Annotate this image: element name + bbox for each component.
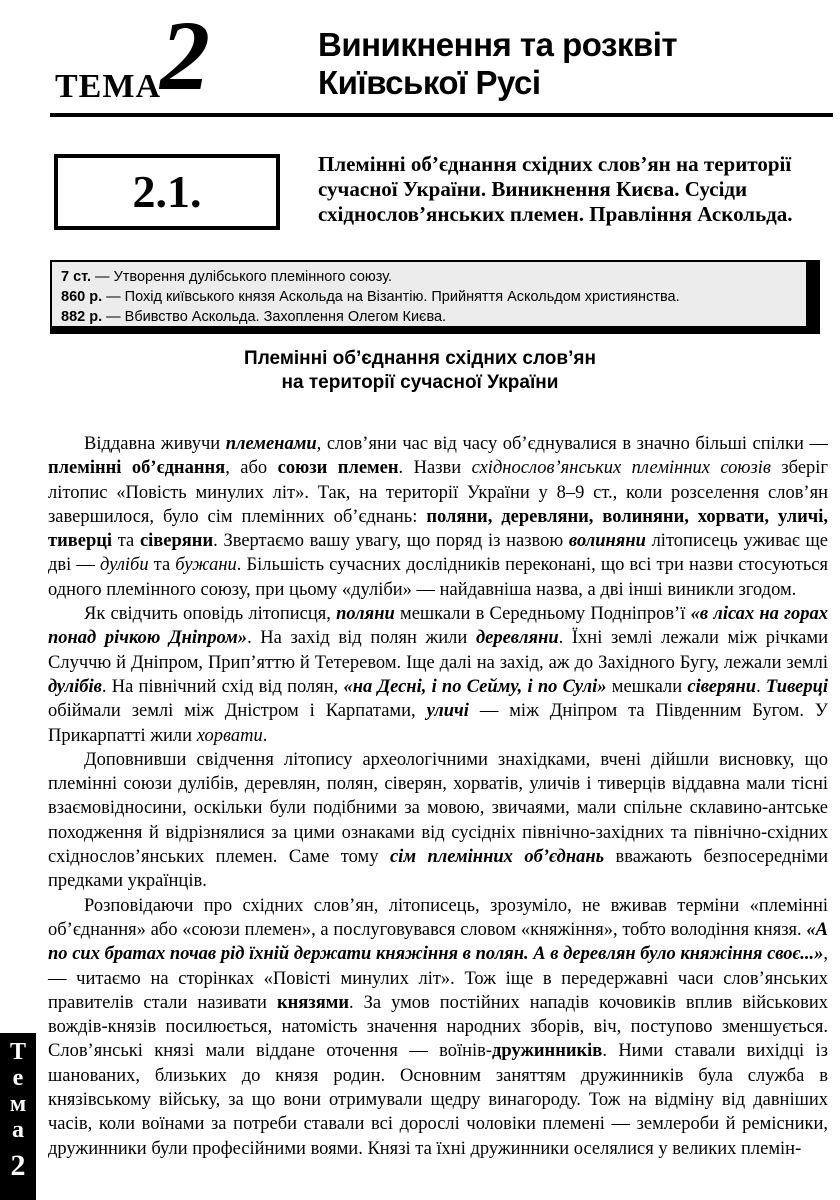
date-entry bbox=[61, 307, 806, 327]
text-run: Тиверці bbox=[765, 676, 828, 697]
chapter-title bbox=[318, 26, 677, 102]
text-run: дуліби bbox=[99, 555, 149, 576]
header-divider bbox=[50, 113, 833, 117]
text-run: мешкали bbox=[606, 676, 688, 697]
text-run: деревляни bbox=[475, 628, 559, 649]
text-run: волиняни bbox=[568, 531, 646, 552]
text-run: Розповідаючи про східних слов’ян, літописець, зрозуміло, не вживав терміни «племінні об’єднання» або «союзи племен», а послуговувався словом «княжіння», тобто володіння князя. bbox=[48, 895, 828, 940]
section-title: Племінні об’єднання східних слов’ян на території сучасної України. Виникнення Києва. Сусіди східнослов’янських племен. Правління Аскольда. bbox=[318, 152, 793, 226]
paragraph bbox=[48, 432, 828, 602]
text-run: дулібів bbox=[48, 676, 102, 697]
text-run: східнослов’янських племінних союзів bbox=[471, 458, 771, 479]
subsection-heading-line: на території сучасної України bbox=[281, 372, 559, 393]
text-run: , або bbox=[225, 458, 278, 479]
text-run: . bbox=[756, 676, 766, 697]
side-tab-letter: Т bbox=[9, 1039, 26, 1065]
chapter-title-line: Київської Русі bbox=[318, 64, 541, 101]
text-run: . Назви bbox=[398, 458, 472, 479]
paragraph bbox=[48, 894, 828, 1161]
text-run: . bbox=[262, 725, 268, 746]
subsection-heading bbox=[60, 347, 780, 395]
chapter-label: ТЕМА bbox=[55, 68, 161, 105]
date-event: — Утворення дулібського племінного союзу. bbox=[95, 269, 393, 285]
text-run: . Ними ставали вихідці із шанованих, близьких до князя родин. Основним заняттям дружинників була служба в князівському війську, за що вони отримували щедру винагороду. Тож на відміну від давніших часів, коли воїнами за потреби ставали всі дорослі чоловіки племені — землероби й ремісники, дружинники були професійними воями. Князі та їхні дружинники оселялися у великих племін- bbox=[48, 1041, 828, 1159]
date-event: — Вбивство Аскольда. Захоплення Олегом Києва. bbox=[106, 309, 447, 325]
date-entry bbox=[61, 267, 806, 287]
text-run: Як свідчить оповідь літописця, bbox=[84, 604, 337, 625]
text-run: поляни, деревляни, волиняни, хорвати, уличі, тиверці bbox=[48, 506, 828, 552]
chapter-title-line: Виникнення та розквіт bbox=[318, 26, 678, 63]
text-run: уличі bbox=[426, 701, 469, 722]
date-entry bbox=[61, 287, 806, 307]
text-run: . На захід від полян жили bbox=[247, 628, 476, 649]
text-run: сім племінних об’єднань bbox=[389, 847, 605, 868]
text-run: бужани bbox=[175, 555, 237, 576]
text-run: зберіг літопис «Повість минулих літ». Так, на території України у 8–9 ст., коли розселення слов’ян завершилося, було сім племінних об’єднань: bbox=[48, 458, 829, 527]
text-run: , — читаємо на сторінках «Повісті минулих літ». Тож іще в передержавні часи слов’янських правителів стали називати bbox=[48, 944, 828, 1013]
text-run: . За умов постійних нападів кочовиків вплив військових вождів-князів посилюється, натомість значення народних зборів, віч, поступово зменшується. Слов’янські князі мали віддане оточення — воїнів- bbox=[48, 992, 828, 1062]
side-tab-letter: 2 bbox=[10, 1149, 26, 1182]
text-run: Доповнивши свідчення літопису археологічними знахідками, вчені дійшли висновку, що племінні союзи дулібів, деревлян, полян, сіверян, хорватів, уличів і тиверців віддавна мали тісні взаємовідносини, оскільки були подібними за мовою, звичаями, мали спільне склавино-антське походження й відрізнялися за цими ознаками від сусідніх північно-західних та північно-східних східнослов’янських племен. Саме тому bbox=[48, 749, 828, 868]
text-run: . Звертаємо вашу увагу, що поряд із назвою bbox=[213, 531, 569, 552]
side-tab-letter: е bbox=[12, 1065, 24, 1091]
text-run: «на Десні, і по Сейму, і по Сулі» bbox=[343, 676, 607, 697]
text-run: поляни bbox=[336, 604, 395, 625]
text-run: . Більшість сучасних дослідників переконані, що всі три назви стосуються одного племінного союзу, при цьому «дуліби» — найдавніша назва, а дві інші виникли згодом. bbox=[48, 555, 828, 600]
text-run: сіверяни bbox=[139, 531, 214, 552]
text-run: Віддавна живучи bbox=[84, 434, 226, 454]
side-tab-letter: а bbox=[12, 1117, 24, 1143]
text-run: . Їхні землі лежали між річками Случчю й Дніпром, Прип’яттю й Тетеревом. Іще далі на захід, аж до Західного Бугу, лежали землі bbox=[48, 628, 828, 673]
side-tab-letter: м bbox=[9, 1091, 27, 1117]
body-text bbox=[48, 432, 828, 1161]
date-year: 860 р. bbox=[61, 289, 103, 305]
text-run: . На північний схід від полян, bbox=[101, 676, 344, 697]
text-run: літописець уживає ще дві — bbox=[48, 531, 828, 576]
text-run: племенами bbox=[225, 434, 317, 454]
text-run: , слов’яни час від часу об’єднувалися в значно більші спілки — bbox=[316, 434, 828, 454]
date-year: 882 р. bbox=[61, 309, 103, 325]
text-run: хорвати bbox=[196, 725, 263, 746]
text-run: «в лісах на горах понад річкою Дніпром» bbox=[48, 604, 828, 649]
text-run: та bbox=[112, 531, 140, 552]
key-dates-box bbox=[50, 260, 820, 334]
paragraph bbox=[48, 748, 828, 894]
text-run: — між Дніпром та Південним Бугом. У Прикарпатті жили bbox=[48, 701, 828, 746]
section-number-box: 2.1. bbox=[54, 154, 280, 230]
paragraph bbox=[48, 602, 828, 748]
date-year: 7 ст. bbox=[61, 269, 92, 285]
text-run: князями bbox=[276, 992, 349, 1013]
text-run: вважають безпосередніми предками українців. bbox=[48, 847, 828, 892]
chapter-side-tab bbox=[0, 1033, 36, 1200]
chapter-number: 2 bbox=[160, 0, 210, 111]
chapter-header bbox=[0, 0, 840, 125]
text-run: племінні об’єднання bbox=[48, 458, 226, 479]
date-event: — Похід київського князя Аскольда на Візантію. Прийняття Аскольдом християнства. bbox=[106, 289, 680, 305]
subsection-heading-line: Племінні об’єднання східних слов’ян bbox=[244, 348, 596, 369]
text-run: дружинників bbox=[492, 1041, 603, 1062]
text-run: «А по сих братах почав рід їхній держати княжіння в полян. А в деревлян було княжіння своє...» bbox=[48, 919, 828, 965]
text-run: мешкали в Середньому Подніпров’ї bbox=[394, 604, 691, 625]
text-run: обіймали землі між Дністром і Карпатами, bbox=[48, 701, 427, 722]
text-run: сіверяни bbox=[687, 676, 757, 697]
text-run: та bbox=[148, 555, 176, 576]
text-run: союзи племен bbox=[277, 458, 399, 479]
